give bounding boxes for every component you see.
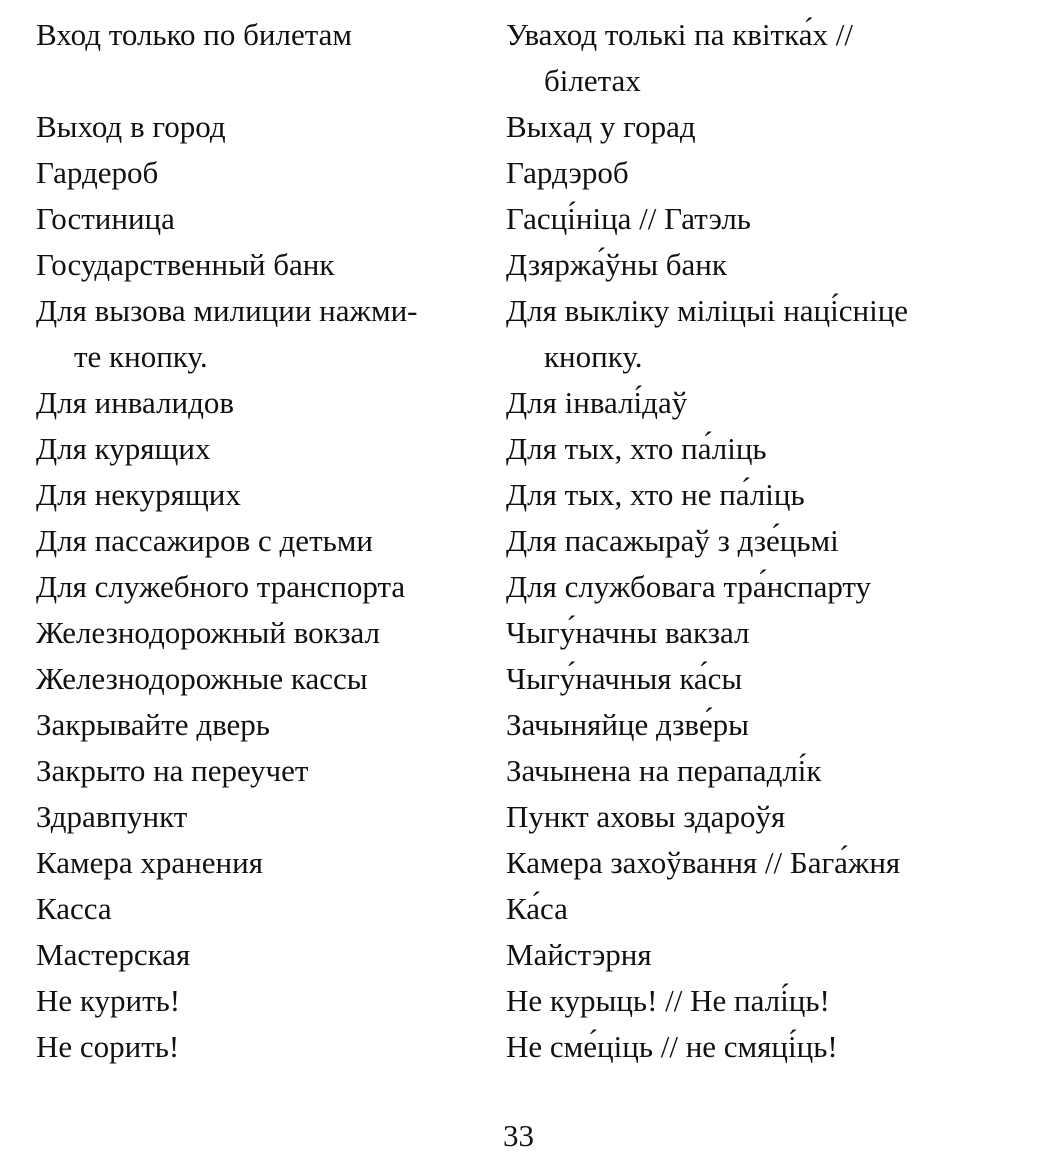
- phrase-row: [36, 104, 996, 150]
- russian-phrase-line: Гардероб: [36, 155, 159, 190]
- phrase-row: [36, 1024, 996, 1070]
- belarusian-phrase: [506, 702, 996, 748]
- belarusian-phrase-continuation: білетах: [544, 63, 641, 98]
- russian-phrase: [36, 978, 506, 1024]
- russian-phrase-line: Государственный банк: [36, 247, 335, 282]
- phrase-row: [36, 932, 996, 978]
- russian-phrase-line: Железнодорожные кассы: [36, 661, 368, 696]
- belarusian-phrase-line: Чыгу́начныя ка́сы: [506, 661, 743, 696]
- russian-phrase-line: Выход в город: [36, 109, 226, 144]
- page-number: 33: [503, 1118, 534, 1153]
- russian-phrase-line: Железнодорожный вокзал: [36, 615, 381, 650]
- russian-phrase-line: Здравпункт: [36, 799, 188, 834]
- phrase-row: [36, 978, 996, 1024]
- belarusian-phrase: [506, 656, 996, 702]
- russian-phrase-line: Вход только по билетам: [36, 17, 353, 52]
- phrase-row: [36, 380, 996, 426]
- russian-phrase: [36, 656, 506, 702]
- belarusian-phrase-line: Гардэроб: [506, 155, 629, 190]
- belarusian-phrase-line: Ка́са: [506, 891, 568, 926]
- russian-phrase: [36, 288, 506, 380]
- belarusian-phrase: [506, 564, 996, 610]
- belarusian-phrase: [506, 748, 996, 794]
- russian-phrase: [36, 932, 506, 978]
- belarusian-phrase: [506, 242, 996, 288]
- phrase-row: [36, 702, 996, 748]
- russian-phrase: [36, 564, 506, 610]
- russian-phrase-line: Не курить!: [36, 983, 181, 1018]
- russian-phrase: [36, 886, 506, 932]
- belarusian-phrase: [506, 196, 996, 242]
- belarusian-phrase-line: Зачыняйце дзве́ры: [506, 707, 749, 742]
- belarusian-phrase: [506, 886, 996, 932]
- russian-phrase: [36, 702, 506, 748]
- russian-phrase-line: Для служебного транспорта: [36, 569, 406, 604]
- russian-phrase: [36, 794, 506, 840]
- russian-phrase-line: Для инвалидов: [36, 385, 235, 420]
- phrase-row: [36, 748, 996, 794]
- belarusian-phrase-line: Выхад у горад: [506, 109, 696, 144]
- belarusian-phrase: [506, 472, 996, 518]
- belarusian-phrase-line: Для выкліку міліцыі наці́сніце: [506, 293, 909, 328]
- belarusian-phrase-line: Дзяржа́ўны банк: [506, 247, 727, 282]
- phrase-row: [36, 610, 996, 656]
- phrase-row: [36, 426, 996, 472]
- russian-phrase: [36, 1024, 506, 1070]
- russian-phrase-line: Для курящих: [36, 431, 211, 466]
- belarusian-phrase: [506, 104, 996, 150]
- russian-phrase-line: Закрывайте дверь: [36, 707, 270, 742]
- russian-phrase: [36, 472, 506, 518]
- russian-phrase: [36, 104, 506, 150]
- belarusian-phrase: [506, 610, 996, 656]
- belarusian-phrase-continuation: кнопку.: [544, 339, 643, 374]
- russian-phrase: [36, 150, 506, 196]
- phrase-row: [36, 12, 996, 104]
- russian-phrase-line: Для пассажиров с детьми: [36, 523, 373, 558]
- phrase-row: [36, 656, 996, 702]
- russian-phrase: [36, 242, 506, 288]
- belarusian-phrase-line: Зачынена на перападлі́к: [506, 753, 822, 788]
- phrase-row: [36, 150, 996, 196]
- belarusian-phrase-line: Для службовага тра́нспарту: [506, 569, 872, 604]
- belarusian-phrase-line: Камера захоўвання // Бага́жня: [506, 845, 901, 880]
- russian-phrase-line: Мастерская: [36, 937, 191, 972]
- phrase-row: [36, 794, 996, 840]
- belarusian-phrase: [506, 1024, 996, 1070]
- russian-phrase: [36, 380, 506, 426]
- belarusian-phrase-line: Уваход толькі па квітка́х //: [506, 17, 853, 52]
- russian-phrase-line: Для некурящих: [36, 477, 241, 512]
- russian-phrase-line: Гостиница: [36, 201, 175, 236]
- belarusian-phrase: [506, 518, 996, 564]
- belarusian-phrase: [506, 380, 996, 426]
- russian-phrase-line: Касса: [36, 891, 112, 926]
- russian-phrase-line: Не сорить!: [36, 1029, 180, 1064]
- phrase-row: [36, 564, 996, 610]
- belarusian-phrase-line: Для тых, хто па́ліць: [506, 431, 767, 466]
- belarusian-phrase: [506, 978, 996, 1024]
- phrase-row: [36, 840, 996, 886]
- russian-phrase: [36, 748, 506, 794]
- russian-phrase: [36, 610, 506, 656]
- belarusian-phrase: [506, 932, 996, 978]
- belarusian-phrase-line: Для інвалі́даў: [506, 385, 688, 420]
- belarusian-phrase-line: Пункт аховы здароўя: [506, 799, 786, 834]
- phrase-row: [36, 472, 996, 518]
- russian-phrase: [36, 518, 506, 564]
- phrase-row: [36, 242, 996, 288]
- belarusian-phrase-line: Не сме́ціць // не смяці́ць!: [506, 1029, 838, 1064]
- russian-phrase-line: Камера хранения: [36, 845, 263, 880]
- belarusian-phrase-line: Для тых, хто не па́ліць: [506, 477, 805, 512]
- belarusian-phrase: [506, 12, 996, 104]
- belarusian-phrase: [506, 840, 996, 886]
- belarusian-phrase: [506, 288, 996, 380]
- belarusian-phrase-line: Для пасажыраў з дзе́цьмі: [506, 523, 839, 558]
- belarusian-phrase-line: Гасці́ніца // Гатэль: [506, 201, 751, 236]
- russian-phrase: [36, 196, 506, 242]
- russian-phrase-line: Для вызова милиции нажми-: [36, 293, 418, 328]
- belarusian-phrase-line: Не курыць! // Не палі́ць!: [506, 983, 830, 1018]
- phrase-row: [36, 886, 996, 932]
- belarusian-phrase: [506, 426, 996, 472]
- russian-phrase: [36, 840, 506, 886]
- russian-phrase-continuation: те кнопку.: [74, 339, 208, 374]
- belarusian-phrase-line: Майстэрня: [506, 937, 652, 972]
- russian-phrase: [36, 12, 506, 104]
- phrase-row: [36, 196, 996, 242]
- russian-phrase: [36, 426, 506, 472]
- belarusian-phrase: [506, 794, 996, 840]
- phrase-row: [36, 288, 996, 380]
- belarusian-phrase: [506, 150, 996, 196]
- phrase-row: [36, 518, 996, 564]
- belarusian-phrase-line: Чыгу́начны вакзал: [506, 615, 750, 650]
- phrase-list: [36, 12, 996, 1070]
- russian-phrase-line: Закрыто на переучет: [36, 753, 309, 788]
